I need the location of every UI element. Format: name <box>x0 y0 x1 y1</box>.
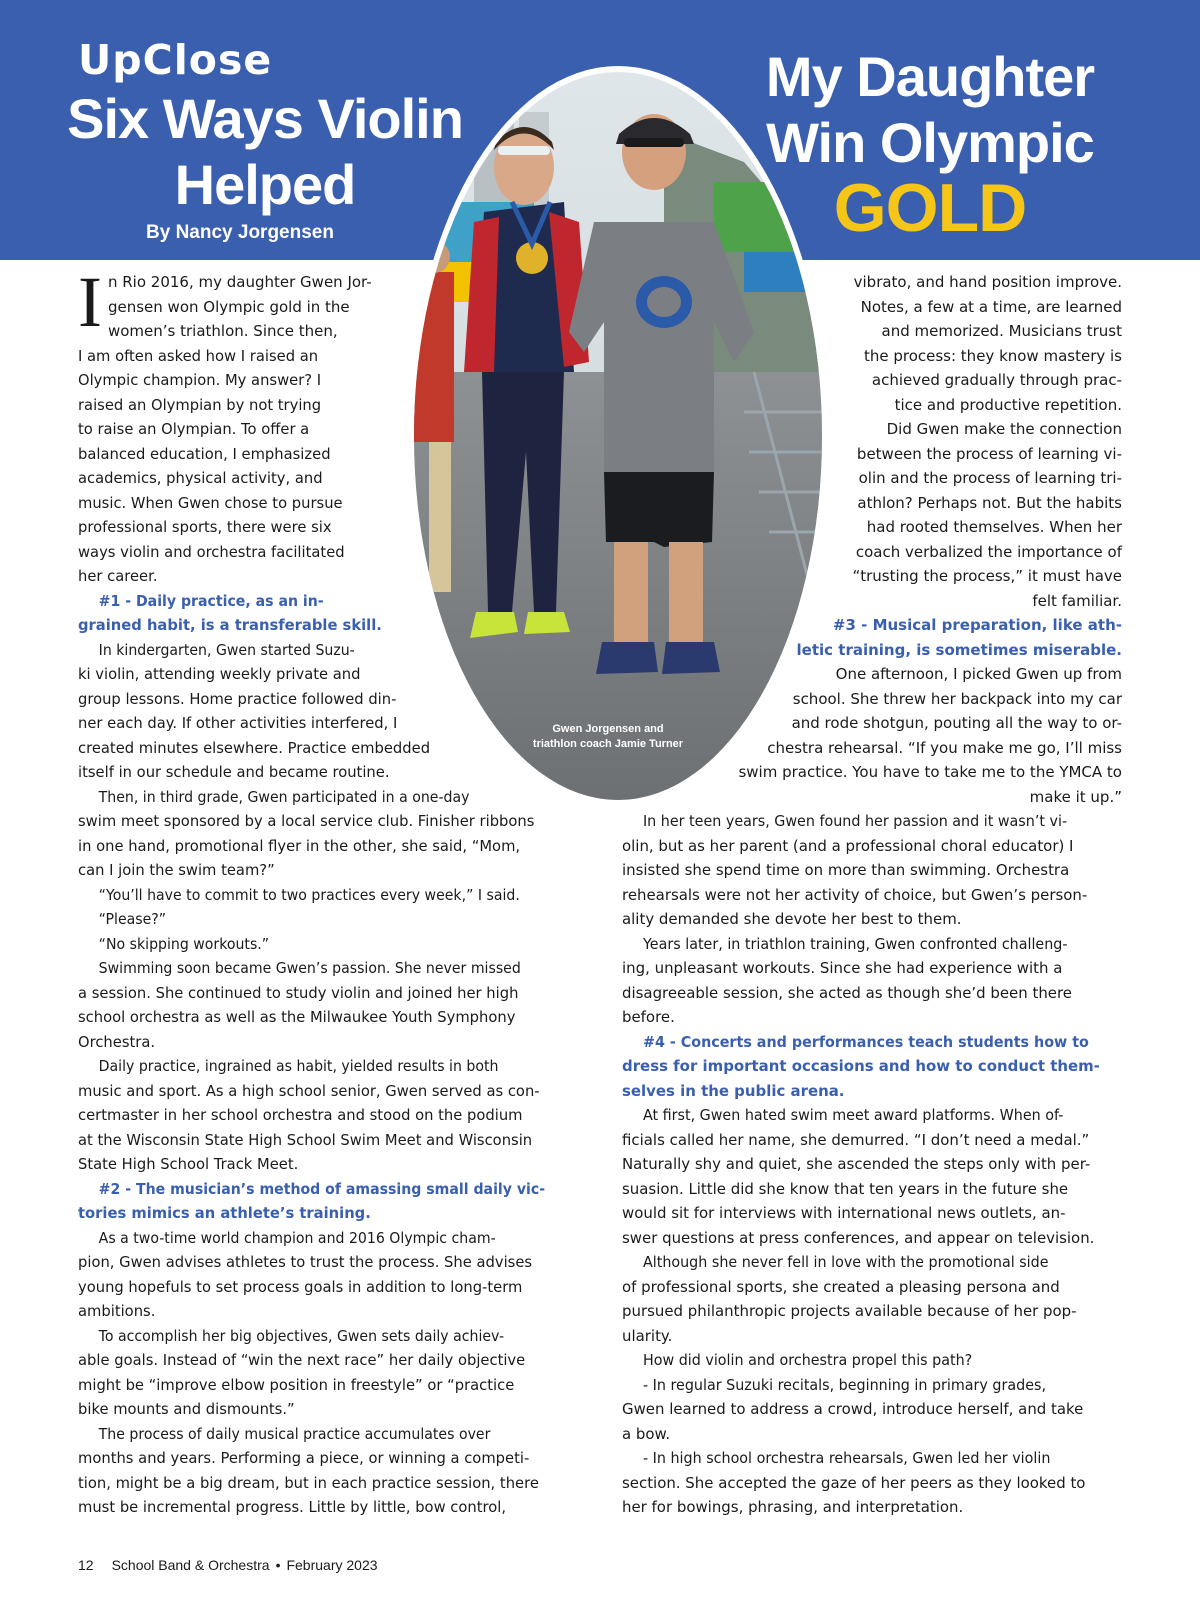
headline-gold-word: GOLD <box>833 170 1027 246</box>
article-intro <box>78 262 372 344</box>
article-line: #4 - Concerts and performances teach students how to <box>642 1032 1089 1051</box>
article-line: make it up.” <box>1029 787 1122 806</box>
article-line: tories mimics an athlete’s training. <box>78 1204 371 1222</box>
article-line: certmaster in her school orchestra and stood on the podium <box>78 1106 523 1124</box>
article-line: Years later, in triathlon training, Gwen confronted challeng- <box>642 934 1068 953</box>
page-footer <box>78 1557 396 1573</box>
article-line: ficials called her name, she demurred. “I don’t need a medal.” <box>622 1130 1090 1149</box>
headline-right <box>740 44 1120 176</box>
article-line: must be incremental progress. Little by little, bow control, <box>78 1498 507 1516</box>
article-line: had rooted themselves. When her <box>866 518 1122 536</box>
article-line: disagreeable session, she acted as though she’d been there <box>622 983 1072 1002</box>
article-line: suasion. Little did she know that ten years in the future she <box>622 1179 1069 1198</box>
article-line: State High School Track Meet. <box>78 1155 299 1173</box>
article-line: grained habit, is a transferable skill. <box>78 616 382 634</box>
article-line: letic training, is sometimes miserable. <box>796 640 1122 659</box>
article-line: tice and productive repetition. <box>894 395 1122 414</box>
article-line: swer questions at press conferences, and appear on television. <box>622 1228 1095 1247</box>
article-line: and rode shotgun, pouting all the way to or- <box>791 714 1122 732</box>
article-left-column <box>78 344 575 1520</box>
article-line: olin, but as her parent (and a professional choral educator) I <box>622 836 1074 855</box>
article-line: able goals. Instead of “win the next race” her daily objective <box>78 1351 526 1369</box>
article-line: ularity. <box>622 1326 673 1345</box>
article-line: in one hand, promotional flyer in the other, she said, “Mom, <box>78 836 521 855</box>
intro-line: women’s triathlon. Since then, <box>107 322 338 340</box>
article-line: achieved gradually through prac- <box>871 371 1122 389</box>
article-line: The process of daily musical practice accumulates over <box>98 1424 491 1443</box>
article-line: group lessons. Home practice followed din- <box>78 689 397 708</box>
article-line: #2 - The musician’s method of amassing small daily vic- <box>98 1179 546 1198</box>
article-line: olin and the process of learning tri- <box>858 469 1122 487</box>
article-line: months and years. Performing a piece, or winning a competi- <box>78 1449 530 1467</box>
article-line: academics, physical activity, and <box>78 469 323 487</box>
article-line: raised an Olympian by not trying <box>78 395 322 414</box>
article-line: Although she never fell in love with the promotional side <box>642 1253 1049 1271</box>
section-label: UpClose <box>78 36 273 84</box>
article-line: her career. <box>78 567 158 585</box>
article-line: tion, might be a big dream, but in each practice session, there <box>78 1473 539 1492</box>
article-line: dress for important occasions and how to conduct them- <box>622 1057 1100 1075</box>
article-line: Daily practice, ingrained as habit, yielded results in both <box>98 1057 499 1075</box>
article-line: can I join the swim team?” <box>78 861 275 879</box>
headline-left-line: Six Ways Violin <box>67 87 463 150</box>
article-line: pursued philanthropic projects available because of her pop- <box>622 1302 1077 1320</box>
article-line: ways violin and orchestra facilitated <box>78 542 345 561</box>
article-line: felt familiar. <box>1032 591 1122 610</box>
article-line: Gwen learned to address a crowd, introduce herself, and take <box>622 1400 1084 1418</box>
publication-name: School Band & Orchestra <box>111 1557 270 1573</box>
article-line: “No skipping workouts.” <box>98 934 270 953</box>
article-line: In kindergarten, Gwen started Suzu- <box>98 640 355 659</box>
article-line: and memorized. Musicians trust <box>881 322 1122 340</box>
article-line: athlon? Perhaps not. But the habits <box>857 493 1122 512</box>
article-line: Orchestra. <box>78 1032 156 1051</box>
article-line: Olympic champion. My answer? I <box>78 371 322 389</box>
article-line: #1 - Daily practice, as an in- <box>98 591 324 610</box>
article-line: might be “improve elbow position in freestyle” or “practice <box>78 1375 515 1394</box>
article-line: Did Gwen make the connection <box>886 420 1122 438</box>
headline-right-line: Win Olympic <box>766 111 1094 174</box>
article-right-column-top <box>620 270 1122 809</box>
article-line: her for bowings, phrasing, and interpretation. <box>622 1498 964 1516</box>
article-line: bike mounts and dismounts.” <box>78 1400 295 1418</box>
article-line: One afternoon, I picked Gwen up from <box>835 665 1122 683</box>
article-line: coach verbalized the importance of <box>855 542 1122 561</box>
article-line: balanced education, I emphasized <box>78 444 331 463</box>
article-line: swim meet sponsored by a local service club. Finisher ribbons <box>78 812 535 830</box>
headline-right-line: My Daughter <box>765 45 1095 108</box>
article-line: Then, in third grade, Gwen participated in a one-day <box>98 787 470 806</box>
article-line: ambitions. <box>78 1302 156 1320</box>
article-line: pion, Gwen advises athletes to trust the process. She advises <box>78 1253 533 1271</box>
article-line: I am often asked how I raised an <box>78 346 319 365</box>
article-right-column <box>622 809 1112 1520</box>
intro-line: n Rio 2016, my daughter Gwen Jor- <box>107 273 372 291</box>
article-line: the process: they know mastery is <box>863 346 1122 365</box>
article-line: rehearsals were not her activity of choice, but Gwen’s person- <box>622 885 1088 904</box>
article-line: young hopefuls to set process goals in addition to long-term <box>78 1277 523 1296</box>
photo-caption-line: triathlon coach Jamie Turner <box>532 738 684 750</box>
article-line: between the process of learning vi- <box>856 444 1122 463</box>
article-line: to raise an Olympian. To offer a <box>78 420 310 438</box>
article-line: school orchestra as well as the Milwaukee Youth Symphony <box>78 1008 516 1026</box>
headline-left-line: Helped <box>174 153 356 216</box>
article-line: music and sport. As a high school senior, Gwen served as con- <box>78 1081 540 1100</box>
article-line: At first, Gwen hated swim meet award platforms. When of- <box>642 1106 1064 1124</box>
article-line: section. She accepted the gaze of her peers as they looked to <box>622 1473 1086 1492</box>
article-line: ki violin, attending weekly private and <box>78 665 361 683</box>
issue-date: February 2023 <box>286 1557 378 1573</box>
article-line: professional sports, there were six <box>78 518 332 536</box>
article-line: school. She threw her backpack into my car <box>792 689 1122 708</box>
article-line: ality demanded she devote her best to them. <box>622 910 962 928</box>
article-line: - In high school orchestra rehearsals, Gwen led her violin <box>642 1449 1051 1467</box>
article-line: chestra rehearsal. “If you make me go, I’ll miss <box>767 738 1122 757</box>
article-line: swim practice. You have to take me to the YMCA to <box>738 763 1122 781</box>
article-line: Notes, a few at a time, are learned <box>860 297 1122 316</box>
intro-line: gensen won Olympic gold in the <box>107 297 350 316</box>
article-line: In her teen years, Gwen found her passion and it wasn’t vi- <box>642 812 1068 830</box>
article-line: - In regular Suzuki recitals, beginning in primary grades, <box>642 1375 1047 1394</box>
article-line: “You’ll have to commit to two practices every week,” I said. <box>98 885 520 904</box>
article-line: a bow. <box>622 1424 671 1443</box>
article-line: As a two-time world champion and 2016 Olympic cham- <box>98 1228 496 1247</box>
article-line: at the Wisconsin State High School Swim Meet and Wisconsin <box>78 1130 533 1149</box>
article-line: To accomplish her big objectives, Gwen sets daily achiev- <box>98 1326 505 1345</box>
photo-caption-line: Gwen Jorgensen and <box>552 723 664 735</box>
article-line: vibrato, and hand position improve. <box>853 273 1122 291</box>
drop-cap: I <box>78 262 102 342</box>
article-line: ing, unpleasant workouts. Since she had experience with a <box>622 959 1063 977</box>
article-line: music. When Gwen chose to pursue <box>78 493 343 512</box>
article-line: ner each day. If other activities interfered, I <box>78 714 398 732</box>
article-line: #3 - Musical preparation, like ath- <box>832 616 1122 634</box>
article-line: itself in our schedule and became routine. <box>78 763 390 781</box>
headline-left <box>60 86 470 218</box>
article-line: selves in the public arena. <box>622 1081 845 1100</box>
article-line: insisted she spend time on more than swimming. Orchestra <box>622 861 1070 879</box>
article-line: Naturally shy and quiet, she ascended the steps only with per- <box>622 1155 1091 1173</box>
article-line: “trusting the process,” it must have <box>852 567 1122 585</box>
article-line: How did violin and orchestra propel this path? <box>642 1351 973 1369</box>
article-line: Swimming soon became Gwen’s passion. She never missed <box>98 959 521 977</box>
article-line: before. <box>622 1008 675 1026</box>
article-line: “Please?” <box>98 910 167 928</box>
article-line: created minutes elsewhere. Practice embedded <box>78 738 431 757</box>
article-line: of professional sports, she created a pleasing persona and <box>622 1277 1060 1296</box>
byline: By Nancy Jorgensen <box>146 222 334 243</box>
footer-separator: • <box>275 1557 281 1573</box>
article-line: a session. She continued to study violin and joined her high <box>78 983 519 1002</box>
page-number: 12 <box>78 1557 94 1573</box>
article-line: would sit for interviews with international news outlets, an- <box>622 1204 1066 1222</box>
